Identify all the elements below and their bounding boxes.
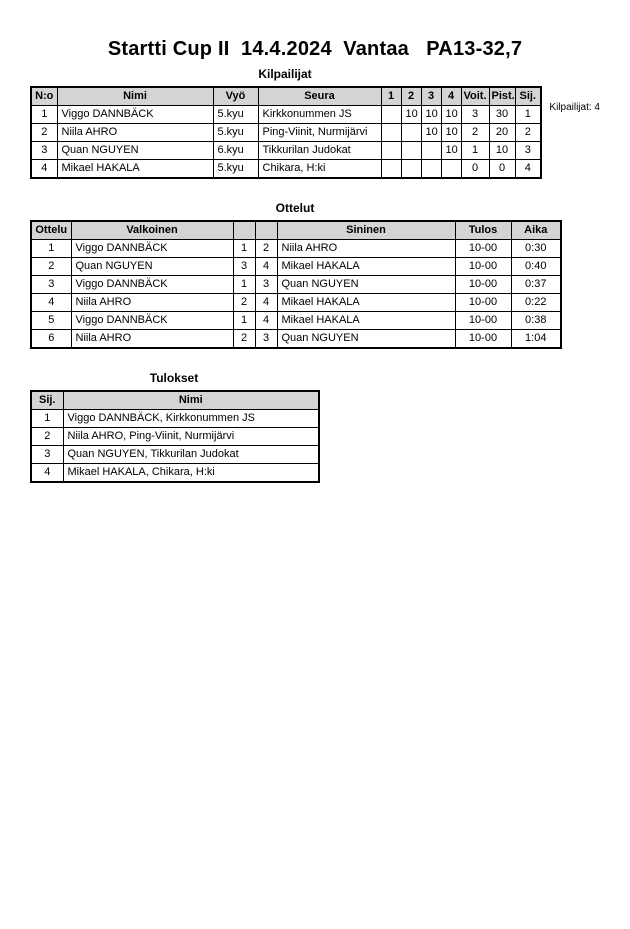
table-cell: 10 xyxy=(421,106,441,124)
table-cell: 1 xyxy=(515,106,541,124)
tulokset-table xyxy=(30,390,320,483)
table-row xyxy=(31,294,561,312)
table-cell: 0:22 xyxy=(511,294,561,312)
table-cell: 4 xyxy=(255,312,277,330)
table-cell: 1 xyxy=(31,410,63,428)
table-cell: Tikkurilan Judokat xyxy=(258,142,381,160)
table-cell: 4 xyxy=(255,294,277,312)
header-row xyxy=(31,87,541,106)
table-cell xyxy=(401,160,421,179)
table-cell: 4 xyxy=(515,160,541,179)
table-cell: Mikael HAKALA xyxy=(277,258,455,276)
table-cell: Mikael HAKALA xyxy=(277,294,455,312)
table-cell: 10-00 xyxy=(455,294,511,312)
table-cell: 3 xyxy=(31,142,57,160)
table-cell: Niila AHRO xyxy=(57,124,213,142)
table-cell: 30 xyxy=(489,106,515,124)
header-row xyxy=(31,391,319,410)
table-cell: 4 xyxy=(31,464,63,483)
table-cell: 0 xyxy=(461,160,489,179)
table-cell: Viggo DANNBÄCK xyxy=(57,106,213,124)
column-header: N:o xyxy=(31,87,57,106)
table-cell: 4 xyxy=(31,294,71,312)
table-cell: 3 xyxy=(255,276,277,294)
table-cell xyxy=(381,124,401,142)
column-header xyxy=(255,221,277,240)
table-cell xyxy=(401,124,421,142)
table-cell: 3 xyxy=(255,330,277,349)
column-header: Seura xyxy=(258,87,381,106)
table-cell: 5 xyxy=(31,312,71,330)
table-cell: 3 xyxy=(31,446,63,464)
table-cell: 10 xyxy=(421,124,441,142)
table-cell xyxy=(381,142,401,160)
table-cell: 2 xyxy=(31,124,57,142)
table-cell: 0 xyxy=(489,160,515,179)
column-header: Sininen xyxy=(277,221,455,240)
column-header xyxy=(233,221,255,240)
column-header: 1 xyxy=(381,87,401,106)
tulokset-section xyxy=(30,371,630,483)
table-cell: Mikael HAKALA, Chikara, H:ki xyxy=(63,464,319,483)
column-header: Voit. xyxy=(461,87,489,106)
table-cell: 3 xyxy=(31,276,71,294)
table-cell: 1 xyxy=(461,142,489,160)
table-cell: 2 xyxy=(515,124,541,142)
table-cell: 1 xyxy=(233,276,255,294)
table-cell: 0:37 xyxy=(511,276,561,294)
table-row xyxy=(31,428,319,446)
table-cell: Viggo DANNBÄCK, Kirkkonummen JS xyxy=(63,410,319,428)
table-cell: 10-00 xyxy=(455,258,511,276)
column-header: 2 xyxy=(401,87,421,106)
table-cell: 10-00 xyxy=(455,330,511,349)
kilpailijat-section xyxy=(30,67,630,179)
table-cell: 10-00 xyxy=(455,312,511,330)
table-cell: 3 xyxy=(233,258,255,276)
header-row xyxy=(31,221,561,240)
column-header: Pist. xyxy=(489,87,515,106)
column-header: Sij. xyxy=(515,87,541,106)
table-cell: Niila AHRO xyxy=(71,330,233,349)
column-header: Nimi xyxy=(57,87,213,106)
table-cell: 6 xyxy=(31,330,71,349)
table-cell: 10 xyxy=(401,106,421,124)
table-cell: 0:40 xyxy=(511,258,561,276)
kilpailijat-table xyxy=(30,86,542,179)
table-cell: Kirkkonummen JS xyxy=(258,106,381,124)
kilpailijat-heading: Kilpailijat xyxy=(258,67,312,81)
column-header: 3 xyxy=(421,87,441,106)
competitors-count: Kilpailijat: 4 xyxy=(549,102,600,113)
table-cell: 5.kyu xyxy=(213,160,258,179)
table-cell: 10-00 xyxy=(455,240,511,258)
table-row xyxy=(31,106,541,124)
table-cell: 4 xyxy=(255,258,277,276)
table-cell: Niila AHRO, Ping-Viinit, Nurmijärvi xyxy=(63,428,319,446)
table-cell: 2 xyxy=(255,240,277,258)
table-cell: 0:38 xyxy=(511,312,561,330)
table-cell: Niila AHRO xyxy=(277,240,455,258)
table-cell: 2 xyxy=(461,124,489,142)
table-cell xyxy=(401,142,421,160)
table-row xyxy=(31,160,541,179)
table-cell xyxy=(421,142,441,160)
table-cell: 6.kyu xyxy=(213,142,258,160)
column-header: Nimi xyxy=(63,391,319,410)
column-header: Tulos xyxy=(455,221,511,240)
table-cell: 2 xyxy=(233,294,255,312)
table-row xyxy=(31,312,561,330)
ottelut-heading: Ottelut xyxy=(275,201,315,215)
table-cell: Quan NGUYEN xyxy=(71,258,233,276)
table-cell: 4 xyxy=(31,160,57,179)
table-cell: 10-00 xyxy=(455,276,511,294)
column-header: Ottelu xyxy=(31,221,71,240)
table-row xyxy=(31,124,541,142)
table-cell: Viggo DANNBÄCK xyxy=(71,276,233,294)
table-cell: 10 xyxy=(441,124,461,142)
table-cell: Ping-Viinit, Nurmijärvi xyxy=(258,124,381,142)
column-header: 4 xyxy=(441,87,461,106)
table-cell: 3 xyxy=(461,106,489,124)
tulokset-heading: Tulokset xyxy=(149,371,199,385)
table-cell: Chikara, H:ki xyxy=(258,160,381,179)
table-row xyxy=(31,410,319,428)
table-cell: Quan NGUYEN xyxy=(57,142,213,160)
table-cell: Viggo DANNBÄCK xyxy=(71,240,233,258)
ottelut-section xyxy=(30,201,630,349)
page-title: Startti Cup II 14.4.2024 Vantaa PA13-32,7 xyxy=(107,38,523,60)
table-cell: Mikael HAKALA xyxy=(277,312,455,330)
column-header: Sij. xyxy=(31,391,63,410)
table-cell xyxy=(381,160,401,179)
table-row xyxy=(31,240,561,258)
table-cell: 3 xyxy=(515,142,541,160)
table-row xyxy=(31,330,561,349)
table-cell: 1 xyxy=(31,240,71,258)
table-cell: Quan NGUYEN, Tikkurilan Judokat xyxy=(63,446,319,464)
results-page xyxy=(0,38,630,929)
table-cell: Viggo DANNBÄCK xyxy=(71,312,233,330)
table-cell: 2 xyxy=(31,258,71,276)
ottelut-table xyxy=(30,220,562,349)
table-cell xyxy=(441,160,461,179)
table-cell: 10 xyxy=(441,106,461,124)
table-cell: Niila AHRO xyxy=(71,294,233,312)
table-cell: 1 xyxy=(233,312,255,330)
table-row xyxy=(31,446,319,464)
column-header: Valkoinen xyxy=(71,221,233,240)
table-cell xyxy=(421,160,441,179)
table-row xyxy=(31,258,561,276)
table-cell: 2 xyxy=(31,428,63,446)
table-cell: 10 xyxy=(489,142,515,160)
table-cell: 5.kyu xyxy=(213,106,258,124)
table-cell: 1 xyxy=(31,106,57,124)
table-cell: Quan NGUYEN xyxy=(277,276,455,294)
column-header: Aika xyxy=(511,221,561,240)
column-header: Vyö xyxy=(213,87,258,106)
table-cell: 1:04 xyxy=(511,330,561,349)
table-row xyxy=(31,276,561,294)
table-cell: 10 xyxy=(441,142,461,160)
table-cell xyxy=(381,106,401,124)
table-cell: 5.kyu xyxy=(213,124,258,142)
table-cell: Mikael HAKALA xyxy=(57,160,213,179)
table-cell: 1 xyxy=(233,240,255,258)
table-cell: Quan NGUYEN xyxy=(277,330,455,349)
table-cell: 0:30 xyxy=(511,240,561,258)
table-cell: 20 xyxy=(489,124,515,142)
table-row xyxy=(31,142,541,160)
table-row xyxy=(31,464,319,483)
table-cell: 2 xyxy=(233,330,255,349)
